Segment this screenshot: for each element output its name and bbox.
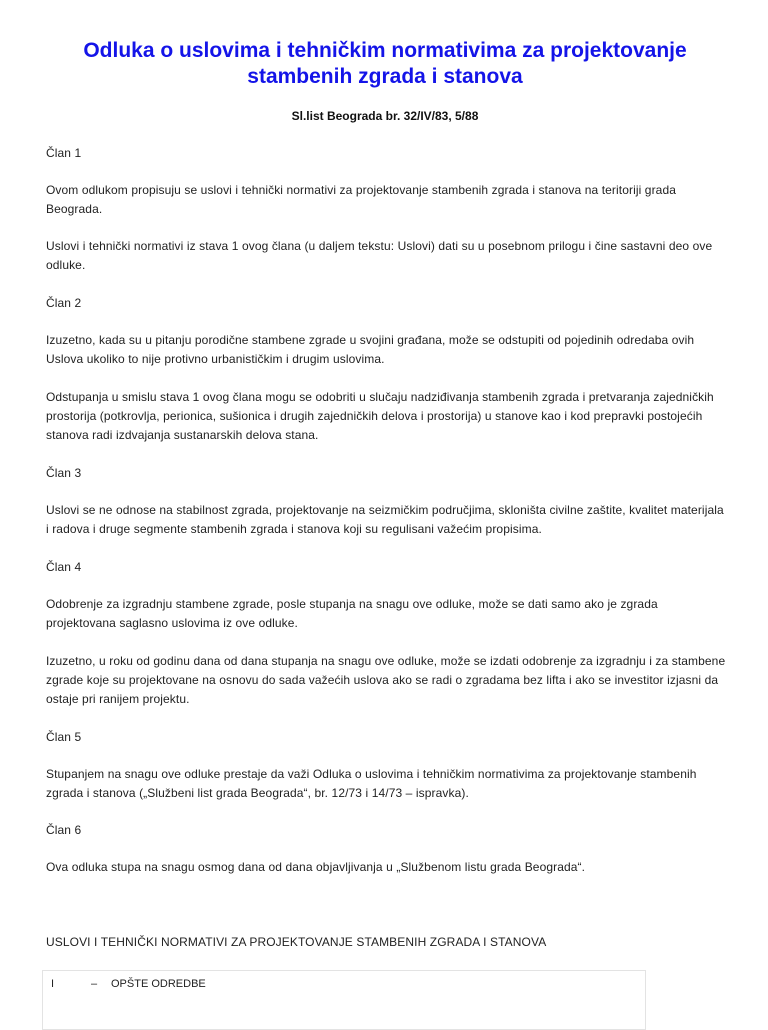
article-4-heading: Član 4 (46, 560, 82, 574)
table-cell-dash: – (91, 978, 98, 990)
annex-heading: USLOVI I TEHNIČKI NORMATIVI ZA PROJEKTOVANJE STAMBENIH ZGRADA I STANOVA (46, 935, 547, 949)
table-cell-label: OPŠTE ODREDBE (111, 978, 206, 990)
document-title: Odluka o uslovima i tehničkim normativima za projektovanje stambenih zgrada i stanova (83, 39, 687, 88)
article-6-heading: Član 6 (46, 823, 82, 837)
article-3-heading: Član 3 (46, 466, 82, 480)
official-gazette-citation: Sl.list Beograda br. 32/IV/83, 5/88 (291, 109, 479, 123)
table-cell-number: I (51, 978, 55, 990)
annex-table (42, 970, 646, 1030)
article-1-paragraph-1: Ovom odlukom propisuju se uslovi i tehnički normativi za projektovanje stambenih zgrada i stanova na teritoriji grada Beograda. (46, 183, 677, 216)
article-5-paragraph-1: Stupanjem na snagu ove odluke prestaje da važi Odluka o uslovima i tehničkim normativima za projektovanje stambenih zgrada i stanova („Službeni list grada Beograda“, br. 12/73 i 14/73 – ispravka). (46, 767, 697, 800)
article-4-paragraph-2: Izuzetno, u roku od godinu dana od dana stupanja na snagu ove odluke, može se izdati odobrenje za izgradnju i za stambene zgrade koje su projektovane na osnovu do sada važećih uslova ako se radi o zgradama bez lifta i ako se investitor izjasni da ostaje pri ranijem projektu. (46, 654, 726, 706)
article-1-heading: Član 1 (46, 146, 82, 160)
article-2-paragraph-2: Odstupanja u smislu stava 1 ovog člana mogu se odobriti u slučaju nadziđivanja stambenih zgrada i pretvaranja zajedničkih prostorija (potkrovlja, perionica, sušionica i drugih zajedničkih delova i prostorija) u stanove kao i kod prepravki postojećih stanova radi izdvajanja sustanarskih delova stana. (46, 390, 714, 442)
article-3-paragraph-1: Uslovi se ne odnose na stabilnost zgrada, projektovanje na seizmičkim područjima, skloništa civilne zaštite, kvalitet materijala i radova i druge segmente stambenih zgrada i stanova koji su regulisani važećim propisima. (46, 503, 724, 536)
article-5-heading: Član 5 (46, 730, 82, 744)
article-2-heading: Član 2 (46, 296, 82, 310)
article-1-paragraph-2: Uslovi i tehnički normativi iz stava 1 ovog člana (u daljem tekstu: Uslovi) dati su u posebnom prilogu i čine sastavni deo ove odluke. (46, 239, 713, 272)
article-4-paragraph-1: Odobrenje za izgradnju stambene zgrade, posle stupanja na snagu ove odluke, može se dati samo ako je zgrada projektovana saglasno uslovima iz ove odluke. (46, 597, 658, 630)
article-2-paragraph-1: Izuzetno, kada su u pitanju porodične stambene zgrade u svojini građana, može se odstupiti od pojedinih odredaba ovih Uslova ukoliko to nije protivno urbanističkim i drugim uslovima. (46, 333, 695, 366)
article-6-paragraph-1: Ova odluka stupa na snagu osmog dana od dana objavljivanja u „Službenom listu grada Beograda“. (46, 860, 586, 874)
